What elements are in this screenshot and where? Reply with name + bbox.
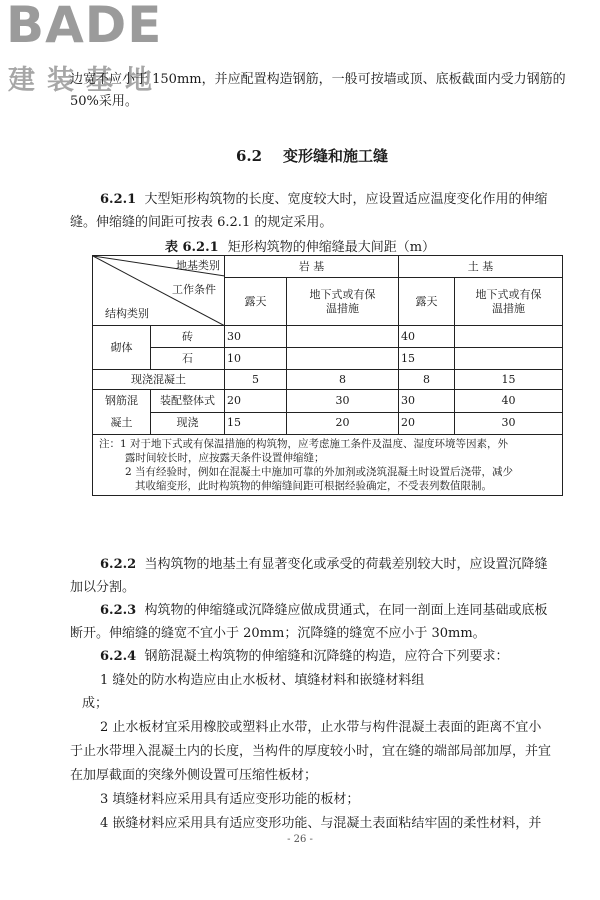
cell: 20 [287, 412, 399, 435]
clause-number: 6.2.2 [100, 557, 137, 572]
section-number: 6.2 [236, 147, 263, 165]
header-exposed-soil: 露天 [399, 278, 455, 326]
cell: 8 [287, 370, 399, 390]
cell: 40 [399, 326, 455, 348]
clause-6-2-1-line-2: 缝。伸缩缝的间距可按表 6.2.1 的规定采用。 [70, 215, 333, 230]
expansion-joint-table [92, 255, 563, 496]
note-2-line-1: 2 当有经验时，例如在混凝土中施加可靠的外加剂或浇筑混凝土时设置后浇带，减少 [125, 466, 514, 478]
item-2-line-3: 在加厚截面的突缘外侧设置可压缩性板材； [70, 768, 318, 783]
logo-brand: BADE [6, 0, 163, 54]
header-soil-foundation: 土 基 [399, 256, 563, 278]
diagonal-header-cell [93, 256, 225, 326]
underground-label-line-1: 地下式或有保 [309, 287, 376, 301]
cell: 30 [455, 412, 563, 435]
cell: 30 [225, 326, 287, 348]
header-working-condition: 工作条件 [172, 283, 216, 296]
underground-label-line-2: 温措施 [492, 301, 525, 315]
cell: 30 [399, 390, 455, 413]
clause-6-2-4 [100, 647, 508, 667]
note-1-line-2: 露时间较长时，应按露天条件设置伸缩缝； [125, 452, 325, 464]
header-underground-soil [455, 278, 563, 326]
clause-text: 当构筑物的地基土有显著变化或承受的荷载差别较大时，应设置沉降缝 [144, 557, 548, 572]
section-heading [236, 145, 388, 166]
item-4: 4 嵌缝材料应采用具有适应变形功能、与混凝土表面粘结牢固的柔性材料，并 [100, 816, 542, 831]
cell [287, 326, 399, 348]
rc-label-line-1: 钢筋混 [105, 394, 138, 407]
item-2-line-2: 于止水带埋入混凝土内的长度，当构件的厚度较小时，宜在缝的端部局部加厚，并宜 [70, 744, 552, 759]
clause-6-2-3-line-2: 断开。伸缩缝的缝宽不宜小于 20mm；沉降缝的缝宽不应小于 30mm。 [70, 626, 486, 641]
cell: 40 [455, 390, 563, 413]
header-foundation-type: 地基类别 [176, 259, 220, 272]
row-masonry: 砌体 [93, 326, 151, 370]
clause-text: 大型矩形构筑物的长度、宽度较大时，应设置适应温度变化作用的伸缩 [144, 192, 548, 207]
header-rock-foundation: 岩 基 [225, 256, 399, 278]
cell: 15 [225, 412, 287, 435]
cell [455, 348, 563, 370]
underground-label-line-2: 温措施 [326, 301, 359, 315]
note-1-line-1: 注：1 对于地下式或有保温措施的构筑物，应考虑施工条件及温度、湿度环境等因素，外 [99, 438, 509, 450]
cell: 20 [399, 412, 455, 435]
clause-6-2-2-line-2: 加以分割。 [70, 580, 136, 595]
row-stone: 石 [151, 348, 225, 370]
clause-6-2-3 [100, 601, 547, 621]
cell: 5 [225, 370, 287, 390]
clause-number: 6.2.1 [100, 192, 137, 207]
clause-number: 6.2.4 [100, 649, 137, 664]
row-cast: 现浇 [151, 412, 225, 435]
intro-line-1: 边宽不应小于 150mm，并应配置构造钢筋，一般可按墙或顶、底板截面内受力钢筋的 [70, 72, 566, 87]
table-caption [0, 236, 600, 255]
cell: 15 [399, 348, 455, 370]
cell [287, 348, 399, 370]
item-3: 3 填缝材料应采用具有适应变形功能的板材； [100, 792, 360, 807]
item-2-line-1: 2 止水板材宜采用橡胶或塑料止水带，止水带与构件混凝土表面的距离不宜小 [100, 720, 542, 735]
note-2-line-2: 其收缩变形，此时构筑物的伸缩缝间距可根据经验确定，不受表列数值限制。 [135, 480, 492, 492]
logo-subtitle: 建装基地 [8, 65, 164, 96]
clause-text: 构筑物的伸缩缝或沉降缝应做成贯通式，在同一剖面上连同基础或底板 [144, 603, 548, 618]
header-underground-rock [287, 278, 399, 326]
clause-6-2-1 [100, 190, 547, 210]
cell: 30 [287, 390, 399, 413]
section-title: 变形缝和施工缝 [283, 147, 389, 165]
table-caption-title: 矩形构筑物的伸缩缝最大间距（m） [227, 240, 436, 255]
table-notes [93, 435, 563, 496]
header-structure-type: 结构类别 [105, 307, 149, 320]
clause-number: 6.2.3 [100, 603, 137, 618]
clause-text: 钢筋混凝土构筑物的伸缩缝和沉降缝的构造，应符合下列要求： [144, 649, 509, 664]
row-assembled: 装配整体式 [151, 390, 225, 413]
cell: 8 [399, 370, 455, 390]
cell: 20 [225, 390, 287, 413]
cell [455, 326, 563, 348]
page-number: - 26 - [287, 834, 313, 845]
underground-label-line-1: 地下式或有保 [475, 287, 542, 301]
row-reinforced-concrete [93, 390, 151, 435]
row-cast-concrete: 现浇混凝土 [93, 370, 225, 390]
cell: 10 [225, 348, 287, 370]
cell: 15 [455, 370, 563, 390]
clause-6-2-2 [100, 555, 547, 575]
rc-label-line-2: 凝土 [110, 416, 133, 429]
item-1-line-2: 成； [82, 696, 109, 711]
header-exposed-rock: 露天 [225, 278, 287, 326]
item-1-line-1: 1 缝处的防水构造应由止水板材、填缝材料和嵌缝材料组 [100, 673, 425, 688]
intro-line-2: 50%采用。 [70, 94, 138, 109]
row-brick: 砖 [151, 326, 225, 348]
table-caption-number: 表 6.2.1 [164, 240, 219, 255]
